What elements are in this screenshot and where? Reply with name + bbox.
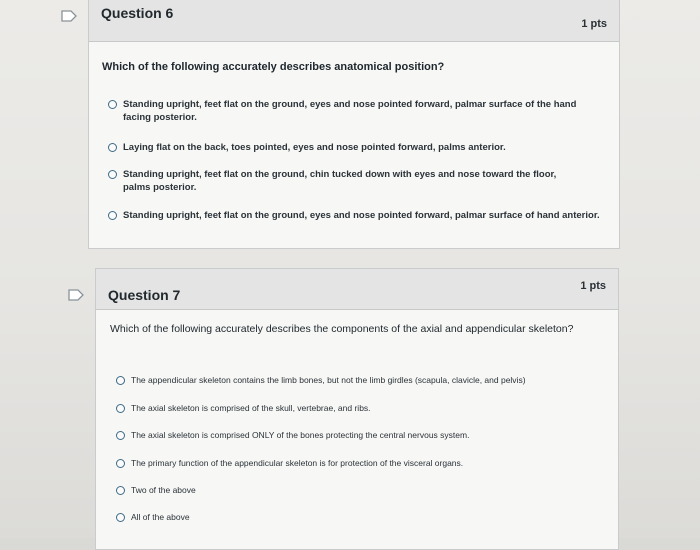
- question-7-title: Question 7: [108, 287, 181, 303]
- radio-button-icon[interactable]: [116, 404, 125, 413]
- question-6-answer-3[interactable]: [108, 168, 578, 194]
- radio-button-icon[interactable]: [116, 486, 125, 495]
- answer-text: The axial skeleton is comprised ONLY of the bones protecting the central nervous system.: [131, 430, 470, 440]
- question-6-answer-1[interactable]: [108, 98, 598, 124]
- question-6-header: [89, 0, 619, 42]
- answer-text: The appendicular skeleton contains the limb bones, but not the limb girdles (scapula, clavicle, and pelvis): [131, 375, 526, 385]
- answer-text: The primary function of the appendicular skeleton is for protection of the visceral organs.: [131, 458, 464, 468]
- answer-text: All of the above: [131, 512, 190, 522]
- radio-button-icon[interactable]: [116, 376, 125, 385]
- question-7-answer-2[interactable]: [116, 402, 611, 415]
- question-6-answer-4[interactable]: [108, 209, 608, 222]
- question-7-answer-5[interactable]: [116, 484, 416, 497]
- radio-button-icon[interactable]: [116, 431, 125, 440]
- question-6-points: 1 pts: [581, 18, 607, 30]
- answer-text: Two of the above: [131, 485, 196, 495]
- question-7-header: [96, 269, 618, 310]
- answer-text: Standing upright, feet flat on the ground, eyes and nose pointed forward, palmar surface of hand anterior.: [123, 210, 600, 221]
- question-7-answer-6[interactable]: [116, 511, 416, 524]
- radio-button-icon[interactable]: [108, 100, 117, 109]
- radio-button-icon[interactable]: [108, 170, 117, 179]
- answer-text: Standing upright, feet flat on the ground, eyes and nose pointed forward, palmar surface of the hand facing posterior.: [123, 99, 577, 123]
- radio-button-icon[interactable]: [116, 513, 125, 522]
- question-7-points: 1 pts: [580, 280, 606, 292]
- question-6-answer-2[interactable]: [108, 141, 598, 154]
- question-7-card: [95, 268, 619, 550]
- question-6-card: [88, 0, 620, 249]
- question-7-flag-icon[interactable]: [68, 289, 84, 301]
- radio-button-icon[interactable]: [116, 459, 125, 468]
- question-7-answer-4[interactable]: [116, 457, 611, 470]
- question-7-answer-3[interactable]: [116, 429, 611, 442]
- question-7-text: Which of the following accurately describes the components of the axial and appendicular skeleton?: [110, 323, 574, 335]
- answer-text: Laying flat on the back, toes pointed, eyes and nose pointed forward, palms anterior.: [123, 142, 506, 153]
- radio-button-icon[interactable]: [108, 143, 117, 152]
- question-6-title: Question 6: [101, 5, 174, 21]
- answer-text: The axial skeleton is comprised of the skull, vertebrae, and ribs.: [131, 403, 371, 413]
- radio-button-icon[interactable]: [108, 211, 117, 220]
- question-6-text: Which of the following accurately describes anatomical position?: [102, 61, 445, 73]
- question-6-flag-icon[interactable]: [61, 10, 77, 22]
- answer-text: Standing upright, feet flat on the ground, chin tucked down with eyes and nose toward the floor, palms posterior.: [123, 169, 557, 193]
- question-7-answer-1[interactable]: [116, 374, 611, 387]
